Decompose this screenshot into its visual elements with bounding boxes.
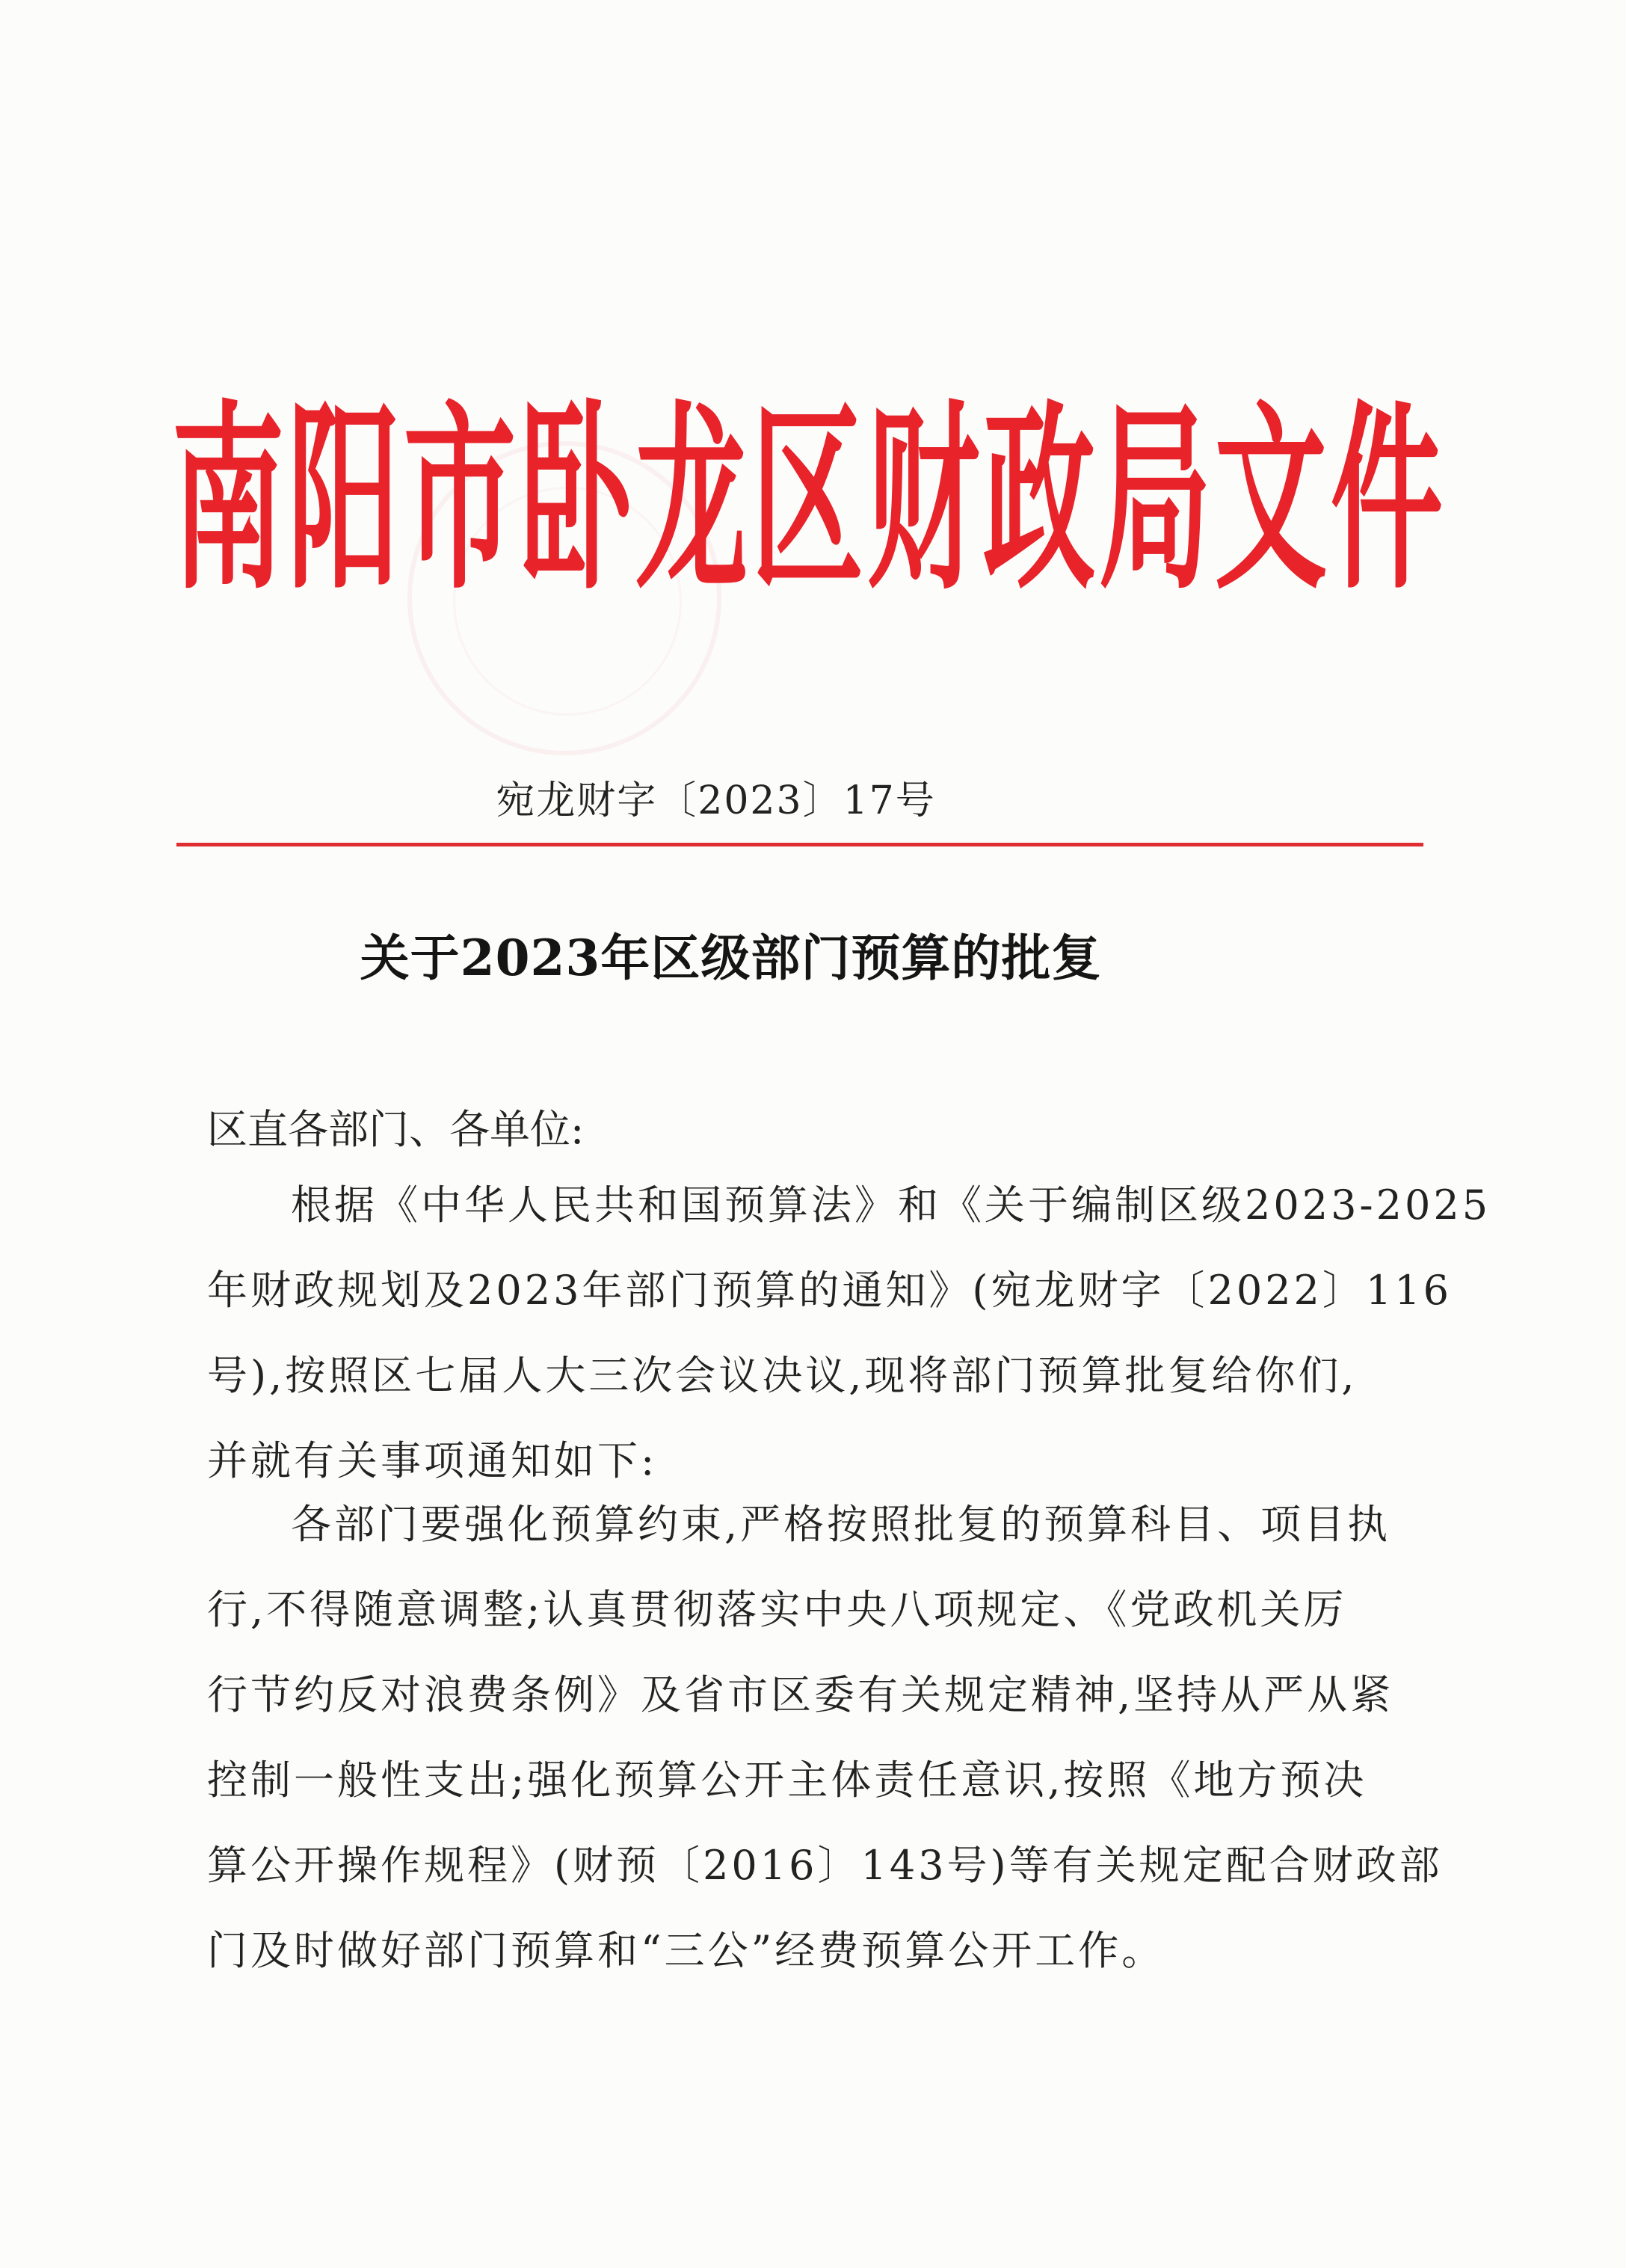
masthead-char: 政 [982,385,1095,617]
masthead-char: 市 [403,385,516,617]
document-number: 宛龙财字〔2023〕17号 [496,778,936,823]
paragraph-line: 年财政规划及2023年部门预算的通知》(宛龙财字〔2022〕116 [207,1267,1452,1314]
masthead-char: 文 [1214,385,1327,617]
paragraph-line: 号),按照区七届人大三次会议决议,现将部门预算批复给你们, [207,1352,1358,1399]
masthead-char: 财 [866,385,979,617]
red-divider-rule [176,843,1423,846]
paragraph-line: 根据《中华人民共和国预算法》和《关于编制区级2023-2025 [291,1181,1491,1229]
paragraph-line: 控制一般性支出;强化预算公开主体责任意识,按照《地方预决 [207,1757,1367,1804]
masthead-char: 卧 [519,385,632,617]
masthead [172,385,1443,617]
paragraph-line: 各部门要强化预算约束,严格按照批复的预算科目、项目执 [291,1501,1391,1548]
masthead-char: 南 [172,385,285,617]
paragraph-line: 门及时做好部门预算和“三公”经费预算公开工作。 [207,1927,1165,1974]
paragraph-line: 行节约反对浪费条例》及省市区委有关规定精神,坚持从严从紧 [207,1671,1394,1718]
salutation: 区直各部门、各单位: [207,1106,585,1153]
masthead-char: 局 [1098,385,1211,617]
paragraph-line: 并就有关事项通知如下: [207,1437,658,1484]
masthead-char: 件 [1330,385,1443,617]
paragraph-line: 行,不得随意调整;认真贯彻落实中央八项规定、《党政机关厉 [207,1586,1347,1633]
masthead-char: 阳 [287,385,400,617]
paragraph-2 [207,1482,1443,1994]
masthead-char: 龙 [635,385,748,617]
masthead-char: 区 [751,385,863,617]
paragraph-line: 算公开操作规程》(财预〔2016〕143号)等有关规定配合财政部 [207,1842,1443,1889]
document-title: 关于2023年区级部门预算的批复 [360,929,1102,987]
paragraph-1 [207,1163,1491,1504]
